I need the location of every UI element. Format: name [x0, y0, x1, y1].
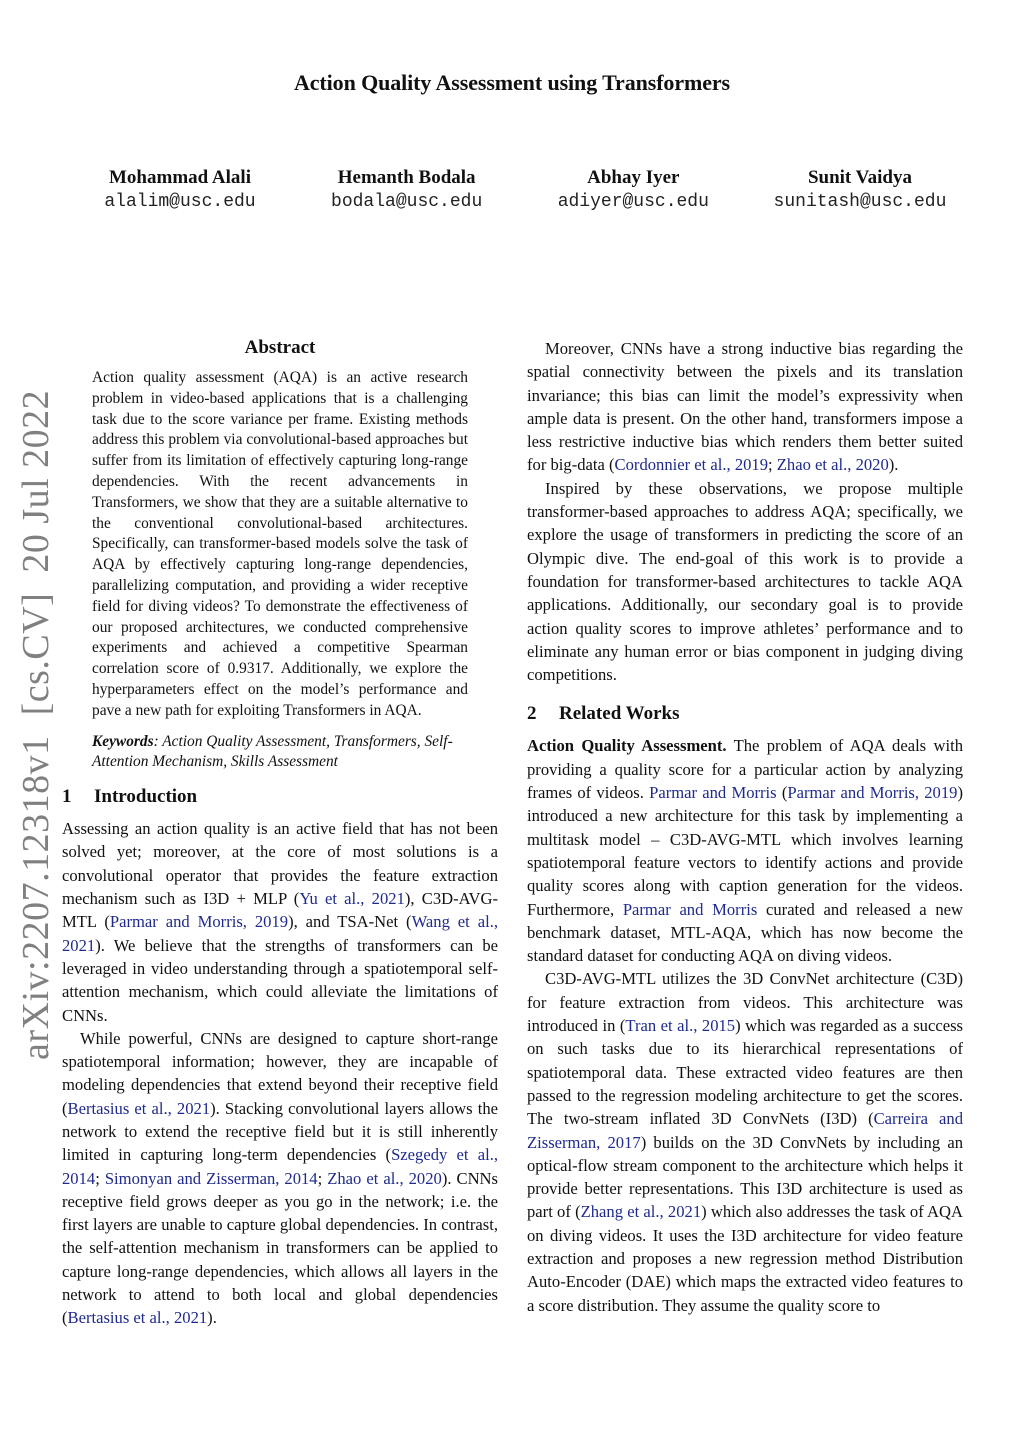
citation-link[interactable]: Parmar and Morris	[649, 783, 777, 803]
text: ), and TSA-Net (	[288, 912, 412, 932]
keywords-list: : Action Quality Assessment, Transformers, Self-Attention Mechanism, Skills Assessment	[92, 732, 453, 771]
author-3	[523, 166, 743, 214]
author-email: adiyer@usc.edu	[557, 192, 709, 212]
text: Assessing an action quality is an active field that has not been solved yet; moreover, at the core of most solutions is a convolutional operator that provides the feature extraction mechanism such as I3D + MLP (	[62, 819, 498, 909]
text: ).	[207, 1308, 217, 1328]
intro-paragraph-1	[62, 817, 498, 1027]
citation-link[interactable]: Wang et al., 2021	[62, 912, 498, 955]
author-list	[70, 166, 970, 214]
citation-link[interactable]: Zhang et al., 2021	[580, 1202, 702, 1222]
keywords-label: Keywords	[92, 732, 154, 750]
citation-link[interactable]: Simonyan and Zisserman, 2014	[104, 1168, 318, 1188]
author-name: Hemanth Bodala	[337, 167, 476, 188]
abstract-heading: Abstract	[244, 337, 316, 358]
section-title: Introduction	[94, 786, 198, 808]
text: ). CNNs receptive field grows deeper as you go in the network; i.e. the first layers are unable to capture global dependencies. In contrast, the self-attention mechanism in transformers can be applied to capture long-range dependencies, which allows all layers in the network to attend to both local and global dependencies (	[62, 1168, 498, 1328]
left-column	[62, 336, 498, 1330]
citation-link[interactable]: Zhao et al., 2020	[327, 1168, 442, 1188]
author-email: alalim@usc.edu	[104, 192, 256, 212]
text: curated and released a new benchmark dataset, MTL-AQA, which has now become the standard dataset for conducting AQA on diving videos.	[527, 899, 963, 966]
text: ;	[95, 1168, 105, 1188]
author-1	[70, 166, 290, 214]
author-email: sunitash@usc.edu	[773, 192, 947, 212]
citation-link[interactable]: Parmar and Morris, 2019	[787, 783, 958, 803]
section-number: 1	[62, 786, 72, 808]
abstract-text: Action quality assessment (AQA) is an active research problem in video-based applications that is a challenging task due to the score variance per frame. Existing methods address this problem via convolutional-based approaches but suffer from its limitation of effectively capturing long-range dependencies. With the recent advancements in Transformers, we show that they are a suitable alternative to the conventional convolutional-based architectures. Specifically, can transformer-based models solve the task of AQA by effectively capturing long-range dependencies, parallelizing computation, and providing a wider receptive field for diving videos? To demonstrate the effectiveness of our proposed architectures, we conducted comprehensive experiments and achieved a competitive Spearman correlation score of 0.9317. Additionally, we explore the hyperparameters effect on the model’s performance and pave a new path for exploiting Transformers in AQA.	[92, 369, 468, 719]
section-heading-introduction	[62, 785, 498, 809]
text: While powerful, CNNs are designed to capture short-range spatiotemporal information; however, they are incapable of modeling dependencies that extend beyond their receptive field (	[62, 1028, 498, 1118]
author-name: Sunit Vaidya	[807, 167, 912, 188]
text: ) which was regarded as a success on such tasks due to its hierarchical representations of spatiotemporal data. These extracted video features are then passed to the regression modeling architecture to get the scores. The two-stream inflated 3D ConvNets (I3D) (	[527, 1016, 963, 1129]
citation-link[interactable]: Cordonnier et al., 2019	[614, 455, 769, 475]
citation-link[interactable]: Carreira and Zisserman, 2017	[527, 1109, 963, 1152]
text: The problem of AQA deals with providing a quality score for a particular action by analyzing frames of videos.	[527, 736, 963, 803]
citation-link[interactable]: Zhao et al., 2020	[776, 455, 889, 475]
intro-paragraph-2	[62, 1027, 498, 1330]
text: C3D-AVG-MTL utilizes the 3D ConvNet architecture (C3D) for feature extraction from videos. This architecture was introduced in (	[527, 969, 963, 1036]
citation-link[interactable]: Yu et al., 2021	[299, 889, 405, 909]
author-2	[297, 166, 517, 214]
section-heading-related-works	[527, 702, 963, 726]
paper-title: Action Quality Assessment using Transformers	[293, 70, 731, 95]
intro-paragraph-3	[527, 337, 963, 477]
citation-link[interactable]: Szegedy et al., 2014	[62, 1145, 498, 1188]
citation-link[interactable]: Bertasius et al., 2021	[67, 1098, 211, 1118]
text: ) builds on the 3D ConvNets by including an optical-flow stream component to the architecture which helps it provide better representations. This I3D architecture is used as part of (	[527, 1132, 963, 1222]
text: ), C3D-AVG-MTL (	[62, 889, 498, 932]
text: ). Stacking convolutional layers allows the network to extend the receptive field but it is still inherently limited in capturing long-term dependencies (	[62, 1098, 498, 1165]
right-column	[527, 337, 963, 1317]
text: ) which also addresses the task of AQA on diving videos. It uses the I3D architecture for video feature extraction and proposes a new regression method Distribution Auto-Encoder (DAE) which maps the extracted video features to a score distribution. They assume the quality score to	[527, 1202, 963, 1315]
citation-link[interactable]: Parmar and Morris	[622, 899, 758, 919]
related-paragraph-1	[527, 734, 963, 967]
keywords	[92, 732, 468, 774]
author-name: Mohammad Alali	[109, 167, 251, 188]
text: ;	[768, 455, 777, 475]
section-number: 2	[527, 703, 537, 725]
text: Moreover, CNNs have a strong inductive bias regarding the spatial connectivity between the pixels and its translation invariance; this bias can limit the model’s expressivity when ample data is present. On the other hand, transformers impose a less restrictive inductive bias which renders them better suited for big-data (	[527, 339, 963, 475]
run-in-heading: Action Quality Assessment.	[527, 736, 727, 756]
author-email: bodala@usc.edu	[331, 192, 483, 212]
intro-paragraph-4: Inspired by these observations, we propose multiple transformer-based approaches to address AQA; specifically, we explore the usage of transformers in predicting the score of an Olympic dive. The end-goal of this work is to provide a foundation for transformer-based architectures to tackle AQA applications. Additionally, our secondary goal is to provide action quality scores to improve athletes’ performance and to eliminate any human error or bias component in judging diving competitions.	[527, 478, 963, 685]
author-4	[750, 166, 970, 214]
text: ;	[317, 1168, 328, 1188]
author-name: Abhay Iyer	[587, 167, 680, 188]
text: ).	[888, 455, 899, 475]
text: ). We believe that the strengths of transformers can be leveraged in video understanding through a spatiotemporal self-attention mechanism, which could alleviate the limitations of CNNs.	[62, 935, 498, 1025]
citation-link[interactable]: Bertasius et al., 2021	[67, 1308, 208, 1328]
citation-link[interactable]: Tran et al., 2015	[625, 1016, 736, 1036]
section-title: Related Works	[559, 703, 680, 725]
text: ) introduced a new architecture for this task by implementing a multitask model – C3D-AVG-MTL which involves learning spatiotemporal feature vectors to identify actions and provide quality scores along with caption generation for the videos. Furthermore,	[527, 783, 963, 919]
citation-link[interactable]: Parmar and Morris, 2019	[109, 912, 289, 932]
arxiv-identifier-stamp: arXiv:2207.12318v1 [cs.CV] 20 Jul 2022	[15, 389, 57, 1060]
text: (	[776, 783, 788, 803]
related-paragraph-2	[527, 967, 963, 1316]
